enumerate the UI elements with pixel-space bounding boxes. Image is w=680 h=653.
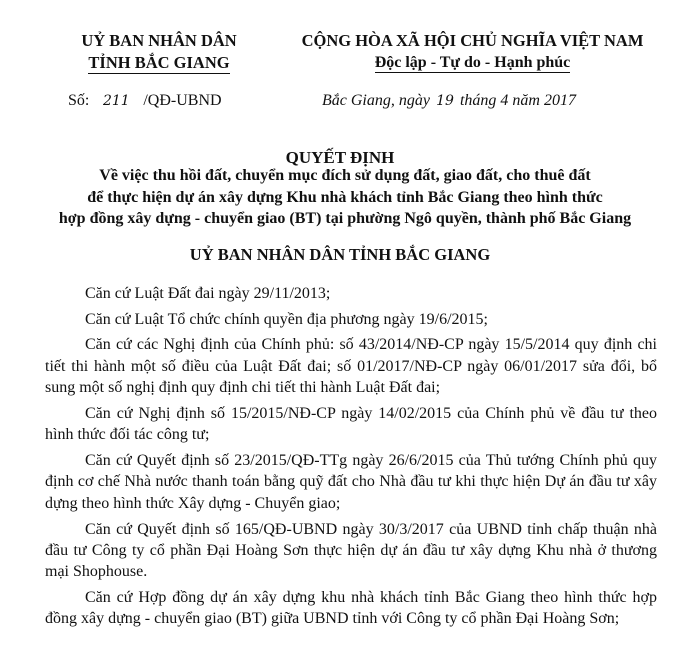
handwritten-day: 19 (436, 93, 454, 109)
legal-basis-paragraph: Căn cứ Nghị định số 15/2015/NĐ-CP ngày 14/02/2015 của Chính phủ về đầu tư theo hình thức đối tác công tư; (45, 404, 657, 444)
document-number (68, 91, 222, 111)
subtitle-line: hợp đồng xây dựng - chuyển giao (BT) tại phường Ngô quyền, thành phố Bắc Giang (58, 210, 632, 227)
legal-basis-paragraph: Căn cứ Luật Đất đai ngày 29/11/2013; (85, 285, 331, 302)
number-prefix: Số: (68, 92, 90, 109)
handwritten-number: 211 (102, 93, 130, 109)
republic-name: CỘNG HÒA XÃ HỘI CHỦ NGHĨA VIỆT NAM (301, 31, 644, 50)
issuing-authority: UỶ BAN NHÂN DÂN TỈNH BẮC GIANG (189, 245, 491, 264)
national-motto: Độc lập - Tự do - Hạnh phúc (374, 54, 571, 71)
subtitle-line: Về việc thu hồi đất, chuyển mục đích sử dụng đất, giao đất, cho thuê đất (99, 167, 591, 184)
legal-basis-paragraph: Căn cứ các Nghị định của Chính phủ: số 43/2014/NĐ-CP ngày 15/5/2014 quy định chi tiết thi hành một số điều của Luật Đất đai; số 01/2017/NĐ-CP ngày 06/01/2017 sửa đổi, bổ sung một số nghị định quy định chi tiết thi hành Luật Đất đai; (45, 336, 657, 397)
document-body (45, 283, 657, 634)
agency-header (44, 30, 274, 74)
legal-basis-paragraph: Căn cứ Hợp đồng dự án xây dựng khu nhà khách tỉnh Bắc Giang theo hình thức hợp đồng xây dựng - chuyển giao (BT) giữa UBND tỉnh với Công ty cổ phần Đại Hoàng Sơn; (45, 589, 657, 628)
national-header (275, 30, 670, 74)
legal-basis-paragraph: Căn cứ Luật Tổ chức chính quyền địa phương ngày 19/6/2015; (85, 310, 488, 328)
agency-province: TỈNH BẮC GIANG (88, 53, 230, 72)
document-date (322, 91, 576, 111)
date-suffix: tháng 4 năm 2017 (459, 92, 576, 109)
document-subtitle (40, 165, 650, 230)
document-title: QUYẾT ĐỊNH (285, 148, 395, 167)
subtitle-line: để thực hiện dự án xây dựng Khu nhà khách tỉnh Bắc Giang theo hình thức (87, 188, 603, 206)
legal-basis-paragraph: Căn cứ Quyết định số 23/2015/QĐ-TTg ngày 26/6/2015 của Thủ tướng Chính phủ quy định cơ chế Nhà nước thanh toán bằng quỹ đất cho Nhà đầu tư khi thực hiện Dự án đầu tư xây dựng theo hình thức Xây dựng - Chuyển giao; (45, 452, 657, 512)
number-suffix: /QĐ-UBND (143, 92, 222, 109)
date-prefix: Bắc Giang, ngày (322, 92, 430, 109)
agency-name: UỶ BAN NHÂN DÂN (81, 31, 237, 50)
legal-basis-paragraph: Căn cứ Quyết định số 165/QĐ-UBND ngày 30/3/2017 của UBND tỉnh chấp thuận nhà đầu tư Công ty cổ phần Đại Hoàng Sơn thực hiện dự án đầu tư xây dựng Khu nhà ở thương mại Shophouse. (45, 520, 657, 581)
